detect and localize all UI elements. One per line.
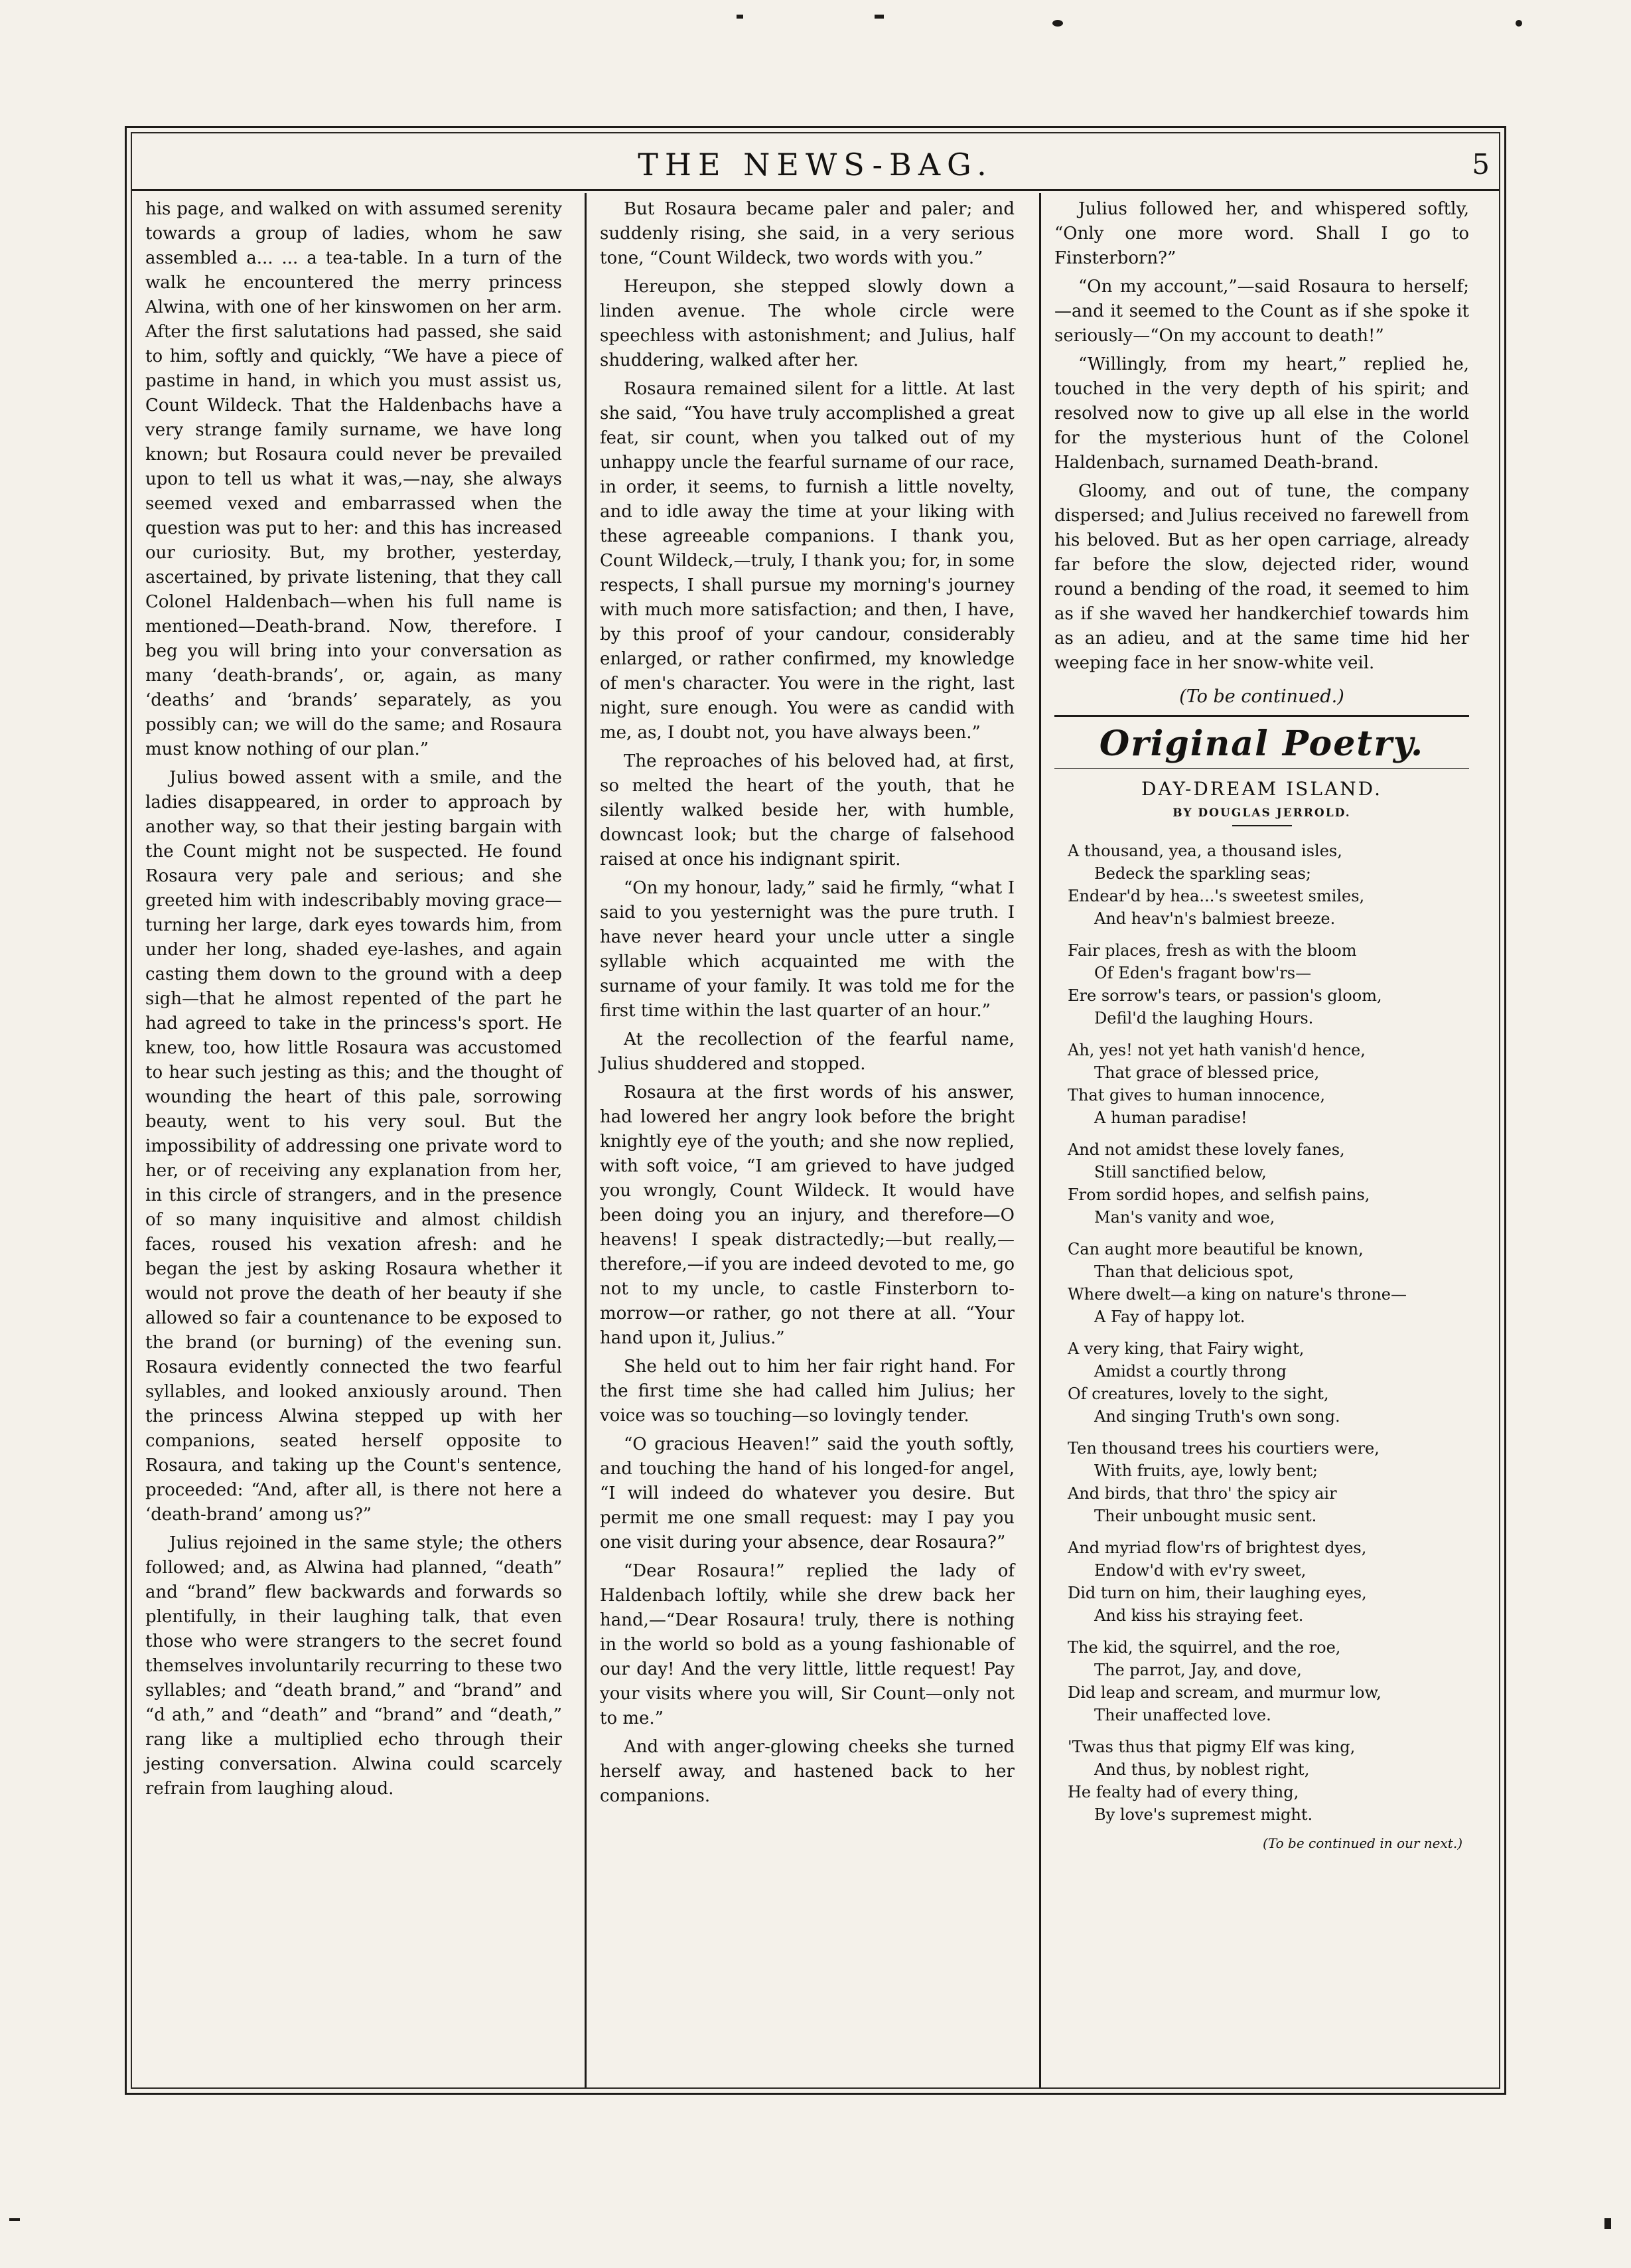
poem-body (1054, 840, 1469, 1851)
poem-line: Than that delicious spot, (1094, 1262, 1294, 1281)
byline-rule (1232, 825, 1292, 826)
poem-line: Their unaffected love. (1094, 1706, 1271, 1724)
column-1 (132, 193, 575, 2087)
section-divider (1054, 715, 1469, 717)
poem-line: Endow'd with ev'ry sweet, (1094, 1561, 1307, 1580)
paragraph: Gloomy, and out of tune, the company dispersed; and Julius received no farewell from his beloved. But as her open carriage, already far before the slow, dejected rider, wound round a bending of the road, it seemed to him as if she waved her handkerchief towards him as an adieu, and at the same time hid her weeping face in her snow-white veil. (1054, 481, 1469, 673)
paragraph: “Dear Rosaura!” replied the lady of Haldenbach loftily, while she drew back her hand,—“Dear Rosaura! truly, there is nothing in the world so bold as a young fashionable of our day! And the very little, little request! Pay your visits where you will, Sir Count—only not to me.” (600, 1561, 1015, 1728)
poem-line: Man's vanity and woe, (1094, 1208, 1275, 1227)
poem-line: Of creatures, lovely to the sight, (1068, 1385, 1329, 1403)
page-inner-frame (131, 132, 1500, 2089)
poem-line: Where dwelt—a king on nature's throne— (1068, 1285, 1407, 1304)
poem-line: 'Twas thus that pigmy Elf was king, (1068, 1738, 1356, 1756)
masthead-title: THE NEWS-BAG. (638, 147, 993, 183)
paragraph: Julius rejoined in the same style; the others followed; and, as Alwina had planned, “death” and “brand” flew backwards and forwards so plentifully, in their laughing talk, that even those who were strangers to the secret found themselves involuntarily recurring to these two syllables; and “death brand,” and “brand” and “d ath,” and “death” and “brand” and “death,” rang like a multiplied echo through their jesting conversation. Alwina could scarcely refrain from laughing aloud. (145, 1533, 562, 1799)
poem-line: The kid, the squirrel, and the roe, (1068, 1638, 1341, 1657)
poem-stanza (1068, 1039, 1469, 1129)
poem-line: And kiss his straying feet. (1094, 1606, 1304, 1625)
print-mark (1516, 20, 1522, 27)
paragraph: his page, and walked on with assumed serenity towards a group of ladies, whom he saw assembled a... ... a tea-table. In a turn of the walk he encountered the merry princess Alwina, with one of her kinswomen on her arm. After the first salutations had passed, she said to him, softly and quickly, “We have a piece of pastime in hand, in which you must assist us, Count Wildeck. That the Haldenbachs have a very strange family surname, we have long known; but Rosaura could never be prevailed upon to tell us what it was,—nay, she always seemed vexed and embarrassed when the question was put to her: and this has increased our curiosity. But, my brother, yesterday, ascertained, by private listening, that they call Colonel Haldenbach—when his full name is mentioned—Death-brand. Now, therefore. I beg you will bring into your conversation as many ‘death-brands’, or, again, as many ‘deaths’ and ‘brands’ separately, as you possibly can; we will do the same; and Rosaura must know nothing of our plan.” (145, 199, 562, 759)
poem-line: Endear'd by hea...'s sweetest smiles, (1068, 887, 1365, 905)
poem-line: From sordid hopes, and selfish pains, (1068, 1185, 1370, 1204)
to-be-continued-note: (To be continued.) (1179, 686, 1344, 707)
poem-line: And not amidst these lovely fanes, (1068, 1140, 1345, 1159)
paragraph: “On my honour, lady,” said he firmly, “what I said to you yesternight was the pure truth. I have never heard your uncle utter a single syllable which acquainted me with the surname of your family. It was told me for the first time within the last quarter of an hour.” (600, 878, 1015, 1021)
poem-stanza (1068, 939, 1469, 1029)
paragraph: Rosaura remained silent for a little. At last she said, “You have truly accomplished a great feat, sir count, when you talked out of my unhappy uncle the fearful surname of our race, in order, it seems, to furnish a little novelty, and to idle away the time at your liking with these agreeable companions. I thank you, Count Wildeck,—truly, I thank you; for, in some respects, I shall pursue my morning's journey with much more satisfaction; and then, I have, by this proof of your candour, considerably enlarged, or rather confirmed, my knowledge of men's character. You were in the right, last night, sure enough. You were as candid with me, as, I doubt not, you have always been.” (600, 379, 1015, 743)
paragraph: But Rosaura became paler and paler; and suddenly rising, she said, in a very serious tone, “Count Wildeck, two words with you.” (600, 199, 1015, 268)
page-number: 5 (1472, 148, 1490, 181)
poem-line: With fruits, aye, lowly bent; (1094, 1462, 1318, 1480)
paragraph: Hereupon, she stepped slowly down a linden avenue. The whole circle were speechless with astonishment; and Julius, half shuddering, walked after her. (600, 277, 1015, 370)
poem-line: By love's supremest might. (1094, 1805, 1313, 1824)
poem-line: Of Eden's fragant bow'rs— (1094, 964, 1312, 982)
paragraph: Julius bowed assent with a smile, and the ladies disappeared, in order to approach by another way, so that their jesting bargain with the Count might not be suspected. He found Rosaura very pale and serious; and she greeted him with indescribably moving grace—turning her large, dark eyes towards him, from under her long, shaded eye-lashes, and again casting them down to the ground with a deep sigh—that he almost repented of the part he had agreed to take in the princess's sport. He knew, too, how little Rosaura was accustomed to hear such jesting as this; and the thought of wounding the heart of this pale, sorrowing beauty, went to his very soul. But the impossibility of addressing one private word to her, or of receiving any explanation from her, in this circle of strangers, and in the presence of so many inquisitive and almost childish faces, roused his vexation afresh: and he began the jest by asking Rosaura whether it would not prove the death of her beauty if she allowed so fair a countenance to be exposed to the brand (or burning) of the evening sun. Rosaura evidently connected the two fearful syllables, and looked anxiously around. Then the princess Alwina stepped up with her companions, seated herself opposite to Rosaura, and taking up the Count's sentence, proceeded: “And, after all, is there not here a ‘death-brand’ among us?” (145, 768, 562, 1525)
paragraph: “Willingly, from my heart,” replied he, touched in the very depth of his spirit; and resolved now to give up all else in the world for the mysterious hunt of the Colonel Haldenbach, surnamed Death-brand. (1054, 354, 1469, 473)
poem-line: Amidst a courtly throng (1094, 1362, 1287, 1381)
poem-line: A very king, that Fairy wight, (1068, 1339, 1305, 1358)
section-heading: Original Poetry. (1099, 723, 1425, 764)
poem-line: Defil'd the laughing Hours. (1094, 1009, 1314, 1027)
paragraph: “On my account,”—said Rosaura to herself;—and it seemed to the Count as if she spoke it seriously—“On my account to death!” (1054, 277, 1469, 346)
poem-continued-note: (To be continued in our next.) (1263, 1835, 1462, 1851)
poem-line: Did turn on him, their laughing eyes, (1068, 1584, 1367, 1602)
poem-stanza (1068, 1736, 1469, 1826)
poem-line: A thousand, yea, a thousand isles, (1068, 842, 1342, 860)
poem-stanza (1068, 1437, 1469, 1527)
poem-line: Their unbought music sent. (1094, 1507, 1317, 1525)
poem-line: And myriad flow'rs of brightest dyes, (1068, 1539, 1367, 1557)
paragraph: Julius followed her, and whispered softly, “Only one more word. Shall I go to Finsterborn?” (1054, 199, 1469, 268)
print-mark (1604, 2218, 1611, 2229)
column-3 (1039, 193, 1482, 2087)
poem-line: Fair places, fresh as with the bloom (1068, 941, 1357, 960)
poem-stanza (1068, 1636, 1469, 1726)
poem-line: And heav'n's balmiest breeze. (1094, 909, 1336, 928)
column-2 (585, 193, 1028, 2087)
poem-line: That grace of blessed price, (1094, 1063, 1320, 1082)
paragraph: And with anger-glowing cheeks she turned herself away, and hastened back to her companions. (600, 1737, 1015, 1806)
poem-stanza (1068, 1238, 1469, 1328)
masthead (132, 133, 1499, 191)
poem-line: And birds, that thro' the spicy air (1068, 1484, 1337, 1503)
print-mark (9, 2218, 20, 2221)
paragraph: Rosaura at the first words of his answer, had lowered her angry look before the bright knightly eye of the youth; and she now replied, with soft voice, “I am grieved to have judged you wrongly, Count Wildeck. It would have been doing you an injury, and therefore—O heavens! I speak distractedly;—but really,—therefore,—if you are indeed devoted to me, go not to my uncle, to castle Finsterborn to-morrow—or rather, go not there at all. “Your hand upon it, Julius.” (600, 1083, 1015, 1348)
poem-line: He fealty had of every thing, (1068, 1783, 1299, 1801)
poem-line: And thus, by noblest right, (1094, 1760, 1310, 1779)
print-mark (1052, 20, 1063, 27)
print-mark (875, 15, 884, 19)
section-divider-thin (1054, 768, 1469, 769)
poem-stanza (1068, 1537, 1469, 1627)
article-columns (132, 193, 1499, 2087)
poem-line: Did leap and scream, and murmur low, (1068, 1683, 1382, 1702)
poem-stanza (1068, 840, 1469, 930)
paragraph: “O gracious Heaven!” said the youth softly, and touching the hand of his longed-for angel, “I will indeed do whatever you desire. But permit me one small request: may I pay you one visit during your absence, dear Rosaura?” (600, 1434, 1015, 1552)
print-mark (737, 15, 743, 19)
poem-line: A human paradise! (1094, 1108, 1247, 1127)
poem-byline: BY DOUGLAS JERROLD. (1172, 806, 1351, 820)
poem-line: That gives to human innocence, (1068, 1086, 1325, 1104)
poem-title: DAY-DREAM ISLAND. (1141, 778, 1383, 800)
paragraph: The reproaches of his beloved had, at first, so melted the heart of the youth, that he silently walked beside her, with humble, downcast look; but the charge of falsehood raised at once his indignant spirit. (600, 751, 1015, 869)
poem-stanza (1068, 1337, 1469, 1428)
poem-stanza (1068, 1138, 1469, 1229)
paragraph: At the recollection of the fearful name, Julius shuddered and stopped. (600, 1029, 1015, 1074)
poem-line: Ten thousand trees his courtiers were, (1068, 1439, 1380, 1458)
poem-line: Ere sorrow's tears, or passion's gloom, (1068, 986, 1382, 1005)
poem-line: Bedeck the sparkling seas; (1094, 864, 1311, 883)
poem-line: Can aught more beautiful be known, (1068, 1240, 1364, 1258)
poem-line: The parrot, Jay, and dove, (1094, 1661, 1302, 1679)
poem-line: And singing Truth's own song. (1094, 1407, 1340, 1426)
paragraph: She held out to him her fair right hand. For the first time she had called him Julius; her voice was so touching—so lovingly tender. (600, 1357, 1015, 1426)
poem-line: Still sanctified below, (1094, 1163, 1267, 1181)
poem-line: A Fay of happy lot. (1094, 1308, 1245, 1326)
poem-line: Ah, yes! not yet hath vanish'd hence, (1068, 1041, 1366, 1059)
page-frame (125, 126, 1506, 2095)
